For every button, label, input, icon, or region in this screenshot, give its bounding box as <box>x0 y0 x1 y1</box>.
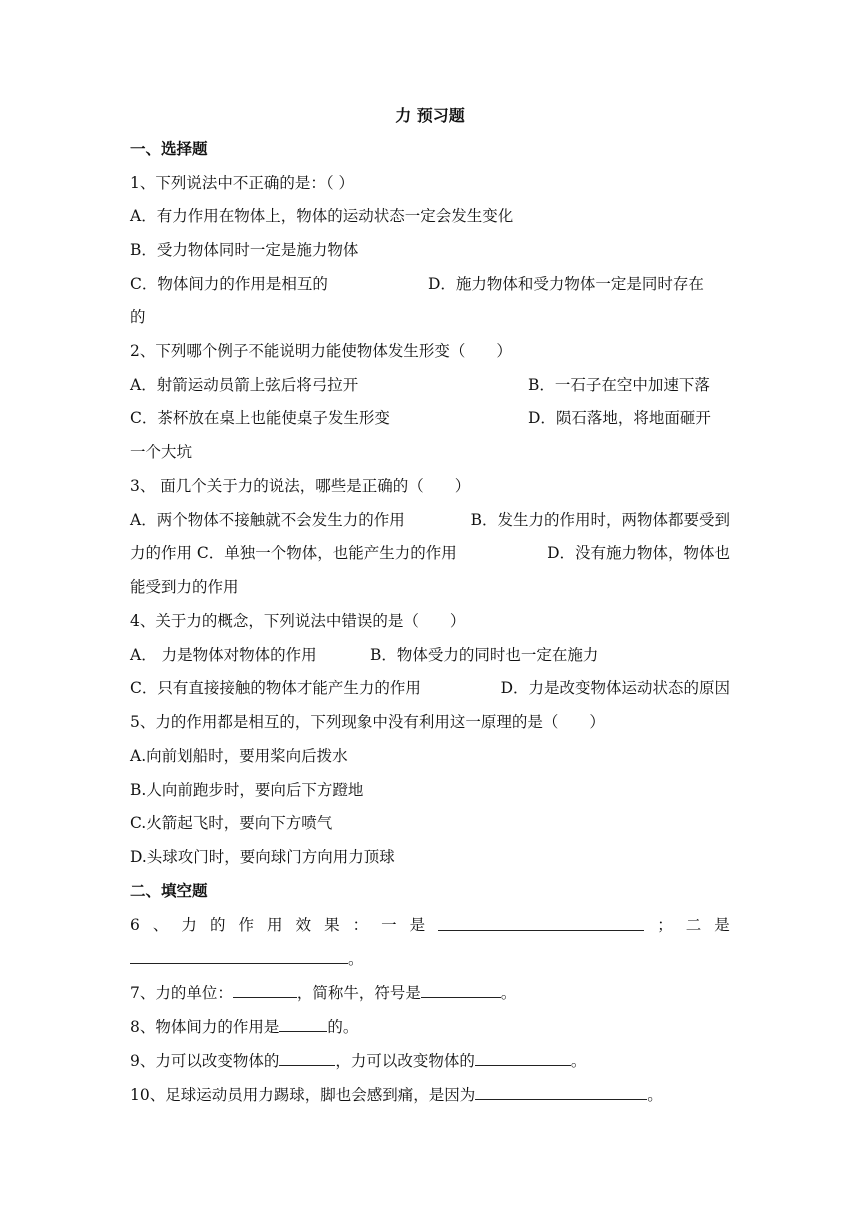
question-9-end: 。 <box>570 1052 587 1070</box>
question-4-option-b: B．物体受力的同时也一定在施力 <box>370 646 599 664</box>
question-3-option-a: A．两个物体不接触就不会发生力的作用 <box>130 511 405 529</box>
question-2-options-cd <box>130 407 730 429</box>
question-10 <box>130 1083 730 1106</box>
question-5-option-a: A.向前划船时，要用桨向后拨水 <box>130 747 348 765</box>
question-5-option-d: D.头球攻门时，要向球门方向用力顶球 <box>130 848 395 866</box>
question-4-options-ab <box>130 644 730 666</box>
question-6-char: 力 <box>181 916 197 934</box>
question-6-char: 是 <box>409 916 426 934</box>
question-7-end: 。 <box>500 984 517 1002</box>
question-6-char: 作 <box>238 916 254 934</box>
question-2-option-d: D．陨石落地，将地面砸开 <box>528 409 711 427</box>
question-6-blank-1[interactable] <box>438 914 644 931</box>
question-6-line-2 <box>130 947 730 970</box>
question-4-stem: 4、关于力的概念，下列说法中错误的是（ ） <box>130 612 466 630</box>
question-2-option-a: A．射箭运动员箭上弦后将弓拉开 <box>130 376 359 394</box>
section-heading-choice: 一、选择题 <box>130 140 208 158</box>
question-2-option-d-continued: 一个大坑 <box>130 443 193 461</box>
question-7-text: 7、力的单位： <box>130 984 233 1002</box>
question-8-end: 的。 <box>327 1018 359 1036</box>
question-3-options-line-1 <box>130 509 730 531</box>
question-3-option-d: D．没有施力物体，物体也 <box>547 544 730 562</box>
question-1-option-d: D．施力物体和受力物体一定是同时存在 <box>428 275 704 293</box>
question-2-options-ab <box>130 374 730 396</box>
question-10-text: 10、足球运动员用力踢球，脚也会感到痛，是因为 <box>130 1086 476 1104</box>
question-1-option-d-continued: 的 <box>130 308 146 326</box>
question-5-option-b: B.人向前跑步时，要向后下方蹬地 <box>130 781 364 799</box>
question-6-char: 效 <box>295 916 312 934</box>
question-4-option-a: A． 力是物体对物体的作用 <box>130 646 317 664</box>
question-7-blank-unit[interactable] <box>233 981 297 998</box>
question-1-option-a: A．有力作用在物体上，物体的运动状态一定会发生变化 <box>130 207 514 225</box>
question-3-stem: 3、 面几个关于力的说法，哪些是正确的（ ） <box>130 477 471 495</box>
question-8-text: 8、物体间力的作用是 <box>130 1018 280 1036</box>
question-9-text: 9、力可以改变物体的 <box>130 1052 280 1070</box>
question-9-blank-2[interactable] <box>475 1049 571 1066</box>
question-6-char: 一 <box>381 916 397 934</box>
question-8-blank[interactable] <box>279 1015 327 1032</box>
question-4-option-d: D．力是改变物体运动状态的原因 <box>500 679 730 697</box>
question-4-options-cd <box>130 677 730 699</box>
question-6-blank-2[interactable] <box>130 947 348 964</box>
question-6-semicolon: ； <box>657 916 673 934</box>
question-10-blank[interactable] <box>475 1083 647 1100</box>
section-heading-fill: 二、填空题 <box>130 882 208 900</box>
question-2-option-c: C．茶杯放在桌上也能使桌子发生形变 <box>130 409 390 427</box>
question-2-stem: 2、下列哪个例子不能说明力能使物体发生形变（ ） <box>130 342 512 360</box>
question-4-option-c: C．只有直接接触的物体才能产生力的作用 <box>130 679 421 697</box>
question-5-stem: 5、力的作用都是相互的，下列现象中没有利用这一原理的是（ ） <box>130 713 605 731</box>
question-6-char: ： <box>352 916 369 934</box>
question-7 <box>130 981 730 1004</box>
question-3-option-d-continued: 能受到力的作用 <box>130 578 239 596</box>
question-3-options-line-2 <box>130 542 730 564</box>
question-6-end: 。 <box>348 950 364 968</box>
question-8 <box>130 1015 730 1038</box>
page-title: 力 预习题 <box>395 106 465 125</box>
question-2-option-b: B．一石子在空中加速下落 <box>528 376 710 394</box>
question-10-end: 。 <box>647 1086 663 1104</box>
question-7-blank-symbol[interactable] <box>421 981 501 998</box>
question-1-stem: 1、下列说法中不正确的是：（ ） <box>130 174 355 192</box>
question-6-char: 果 <box>324 916 340 934</box>
question-1-option-b: B．受力物体同时一定是施力物体 <box>130 241 359 259</box>
question-9 <box>130 1049 730 1072</box>
question-1-option-c: C．物体间力的作用是相互的 <box>130 275 328 293</box>
question-1-options-cd <box>130 273 730 295</box>
question-6-char: 的 <box>209 916 226 934</box>
question-6-char: 、 <box>152 916 169 934</box>
question-6-line-1 <box>130 914 730 936</box>
question-6-char: 是 <box>714 916 730 934</box>
question-5-option-c: C.火箭起飞时，要向下方喷气 <box>130 814 333 832</box>
question-6-char: 二 <box>685 916 702 934</box>
question-6-char: 6 <box>130 916 140 934</box>
question-9-text: ，力可以改变物体的 <box>335 1052 475 1070</box>
question-7-text: ，简称牛，符号是 <box>296 984 421 1002</box>
question-6-char: 用 <box>267 916 283 934</box>
question-3-option-b: B．发生力的作用时，两物体都要受到 <box>470 511 730 529</box>
question-3-option-c: 力的作用 C．单独一个物体，也能产生力的作用 <box>130 544 457 562</box>
question-9-blank-1[interactable] <box>279 1049 335 1066</box>
